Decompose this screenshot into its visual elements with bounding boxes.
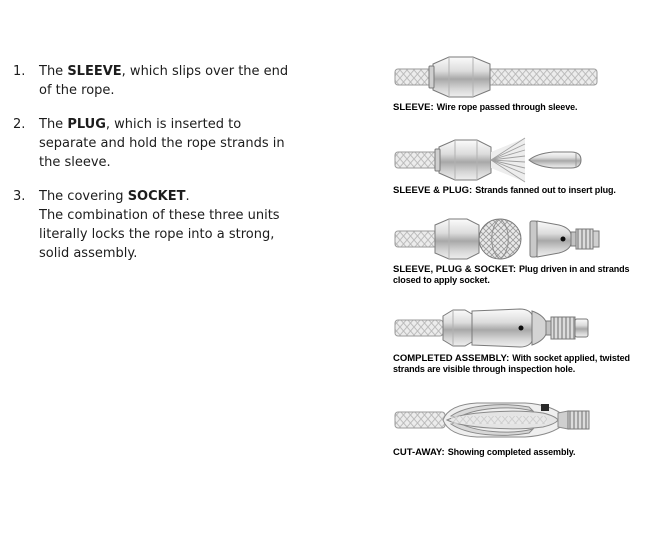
- socket-body: [537, 221, 571, 257]
- figure-caption: [393, 102, 643, 113]
- figure-caption: [393, 264, 643, 286]
- text-run: literally locks the rope into a strong,: [39, 227, 275, 242]
- socket-rim: [530, 221, 537, 257]
- term-sleeve: SLEEVE: [67, 64, 122, 79]
- socket-taper: [558, 411, 568, 429]
- figure-sleeve-and-plug: [393, 135, 645, 196]
- sleeve-fitting: [443, 310, 472, 346]
- wire-rope: [395, 231, 437, 247]
- socket-threaded-end: [576, 229, 593, 249]
- socket-end-cap: [593, 231, 599, 247]
- socket-neck: [571, 232, 576, 246]
- figure-sleeve-plug-socket: [393, 216, 645, 286]
- text-run: solid assembly.: [39, 246, 138, 261]
- caption-label: SLEEVE & PLUG:: [393, 185, 473, 196]
- inspection-hole: [519, 326, 524, 331]
- text-run: The combination of these three units: [39, 208, 280, 223]
- term-socket: SOCKET: [127, 189, 186, 204]
- caption-text: Wire rope passed through sleeve.: [436, 102, 578, 112]
- wire-rope: [395, 320, 443, 336]
- text-run: separate and hold the rope strands in: [39, 136, 285, 151]
- socket-threaded-end: [551, 317, 575, 339]
- socket-shoulder: [532, 311, 546, 345]
- socket-threaded-end: [568, 411, 589, 429]
- text-run: the sleeve.: [39, 155, 111, 170]
- caption-label: SLEEVE, PLUG & SOCKET:: [393, 264, 516, 275]
- text-run: , which is inserted to: [105, 117, 242, 132]
- sleeve-fitting: [433, 57, 490, 97]
- sleeve-fitting: [439, 140, 491, 180]
- wire-rope-through-sleeve-illustration: [393, 54, 605, 100]
- figure-caption: [393, 447, 643, 458]
- item-number: 2.: [13, 117, 26, 132]
- figure-sleeve: [393, 54, 645, 113]
- sleeve-collar: [429, 66, 434, 88]
- caption-label: CUT-AWAY:: [393, 447, 445, 458]
- figure-caption: [393, 353, 643, 375]
- sleeve-strands-fanned-with-plug-illustration: [393, 135, 605, 183]
- text-run: .: [185, 189, 190, 204]
- socket-neck: [546, 321, 551, 335]
- text-run: The: [39, 117, 68, 132]
- sleeve-plug-driven-socket-ready-illustration: [393, 216, 605, 262]
- cut-away-completed-assembly-illustration: [393, 395, 605, 445]
- wire-rope: [395, 152, 441, 168]
- sleeve-fitting: [435, 219, 479, 259]
- text-run: of the rope.: [39, 83, 115, 98]
- completed-assembly-inspection-hole-illustration: [393, 303, 605, 351]
- text-run: The covering: [39, 189, 128, 204]
- caption-text: Showing completed assembly.: [447, 447, 576, 457]
- figure-completed-assembly: [393, 303, 645, 375]
- caption-text: Plug driven in and strands closed to apply socket.: [393, 264, 630, 285]
- figure-caption: [393, 185, 643, 196]
- wire-rope: [395, 412, 445, 428]
- caption-text: Strands fanned out to insert plug.: [475, 185, 616, 195]
- item-number: 3.: [13, 189, 26, 204]
- plug: [529, 152, 581, 168]
- item-number: 1.: [13, 64, 26, 79]
- caption-label: SLEEVE:: [393, 102, 434, 113]
- figure-cut-away: [393, 395, 645, 458]
- wire-rope: [395, 69, 597, 85]
- inspection-hole: [561, 237, 566, 242]
- caption-label: COMPLETED ASSEMBLY:: [393, 353, 510, 364]
- cutaway-notch: [541, 404, 549, 411]
- sleeve-collar: [435, 149, 440, 171]
- closed-strand-bulb: [479, 219, 521, 259]
- text-run: The: [39, 64, 68, 79]
- term-plug: PLUG: [67, 117, 106, 132]
- text-run: , which slips over the end: [121, 64, 289, 79]
- socket-end-cap: [575, 319, 588, 337]
- cutaway-rope-core: [451, 416, 547, 424]
- caption-text: With socket applied, twisted strands are visible through inspection hole.: [393, 353, 630, 374]
